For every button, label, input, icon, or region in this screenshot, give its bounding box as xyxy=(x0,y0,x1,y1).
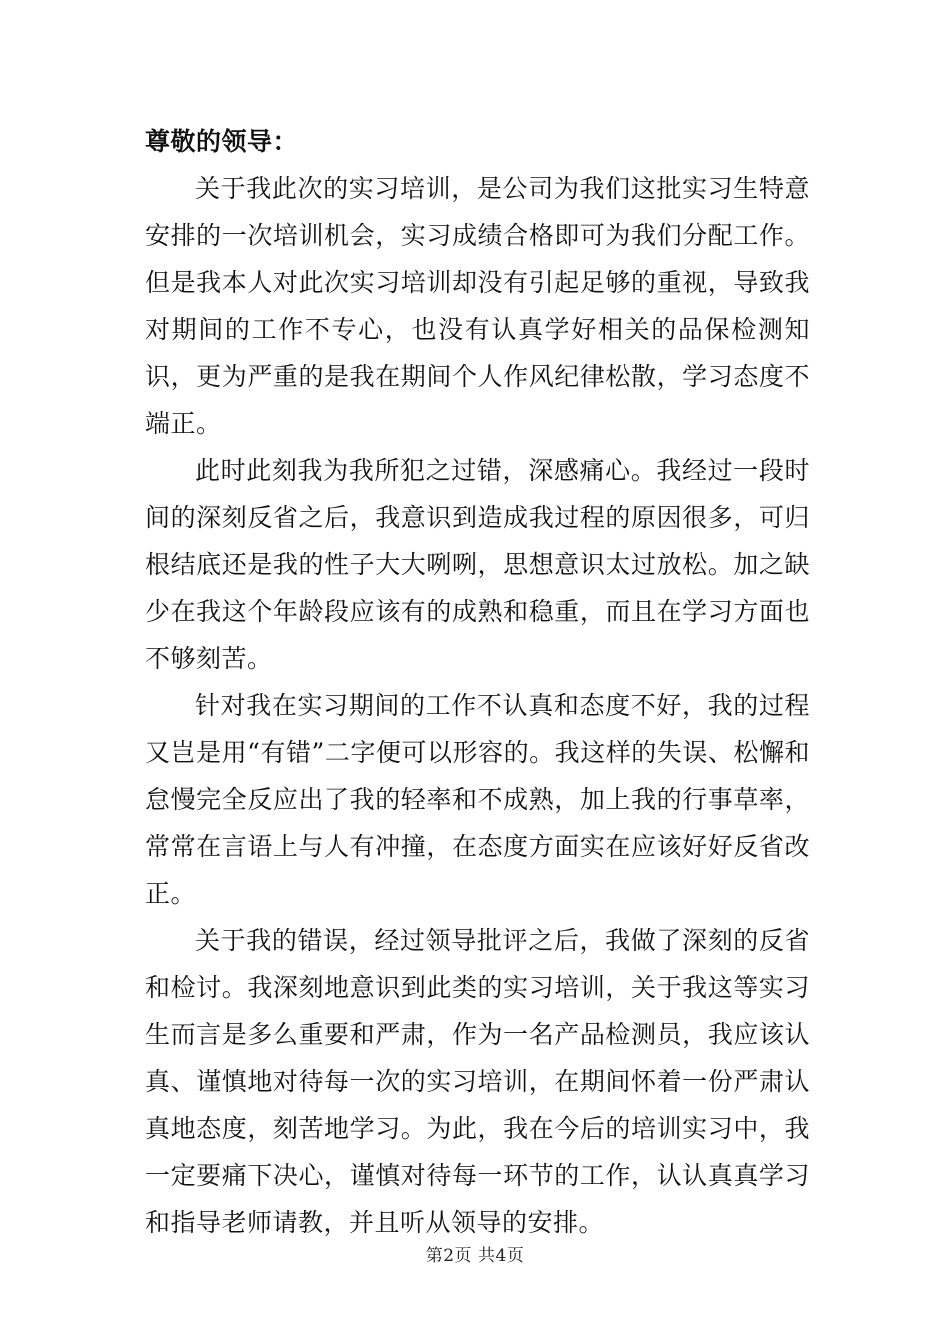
document-body xyxy=(145,118,810,1246)
salutation: 尊敬的领导： xyxy=(145,127,299,156)
paragraph: 关于我此次的实习培训，是公司为我们这批实习生特意安排的一次培训机会，实习成绩合格即可为我们分配工作。但是我本人对此次实习培训却没有引起足够的重视，导致我对期间的工作不专心，也没有认真学好相关的品保检测知识，更为严重的是我在期间个人作风纪律松散，学习态度不端正。 xyxy=(145,174,810,438)
paragraph: 关于我的错误，经过领导批评之后，我做了深刻的反省和检讨。我深刻地意识到此类的实习培训，关于我这等实习生而言是多么重要和严肃，作为一名产品检测员，我应该认真、谨慎地对待每一次的实习培训，在期间怀着一份严肃认真地态度，刻苦地学习。为此，我在今后的培训实习中，我一定要痛下决心，谨慎对待每一环节的工作，认认真真学习和指导老师请教，并且听从领导的安排。 xyxy=(145,926,810,1237)
paragraph: 此时此刻我为我所犯之过错，深感痛心。我经过一段时间的深刻反省之后，我意识到造成我过程的原因很多，可归根结底还是我的性子大大咧咧，思想意识太过放松。加之缺少在我这个年龄段应该有的成熟和稳重，而且在学习方面也不够刻苦。 xyxy=(145,456,810,673)
page-number-footer: 第2页 共4页 xyxy=(425,1246,525,1266)
paragraph: 针对我在实习期间的工作不认真和态度不好，我的过程又岂是用“有错”二字便可以形容的。我这样的失误、松懈和怠慢完全反应出了我的轻率和不成熟，加上我的行事草率，常常在言语上与人有冲撞，在态度方面实在应该好好反省改正。 xyxy=(145,691,810,908)
